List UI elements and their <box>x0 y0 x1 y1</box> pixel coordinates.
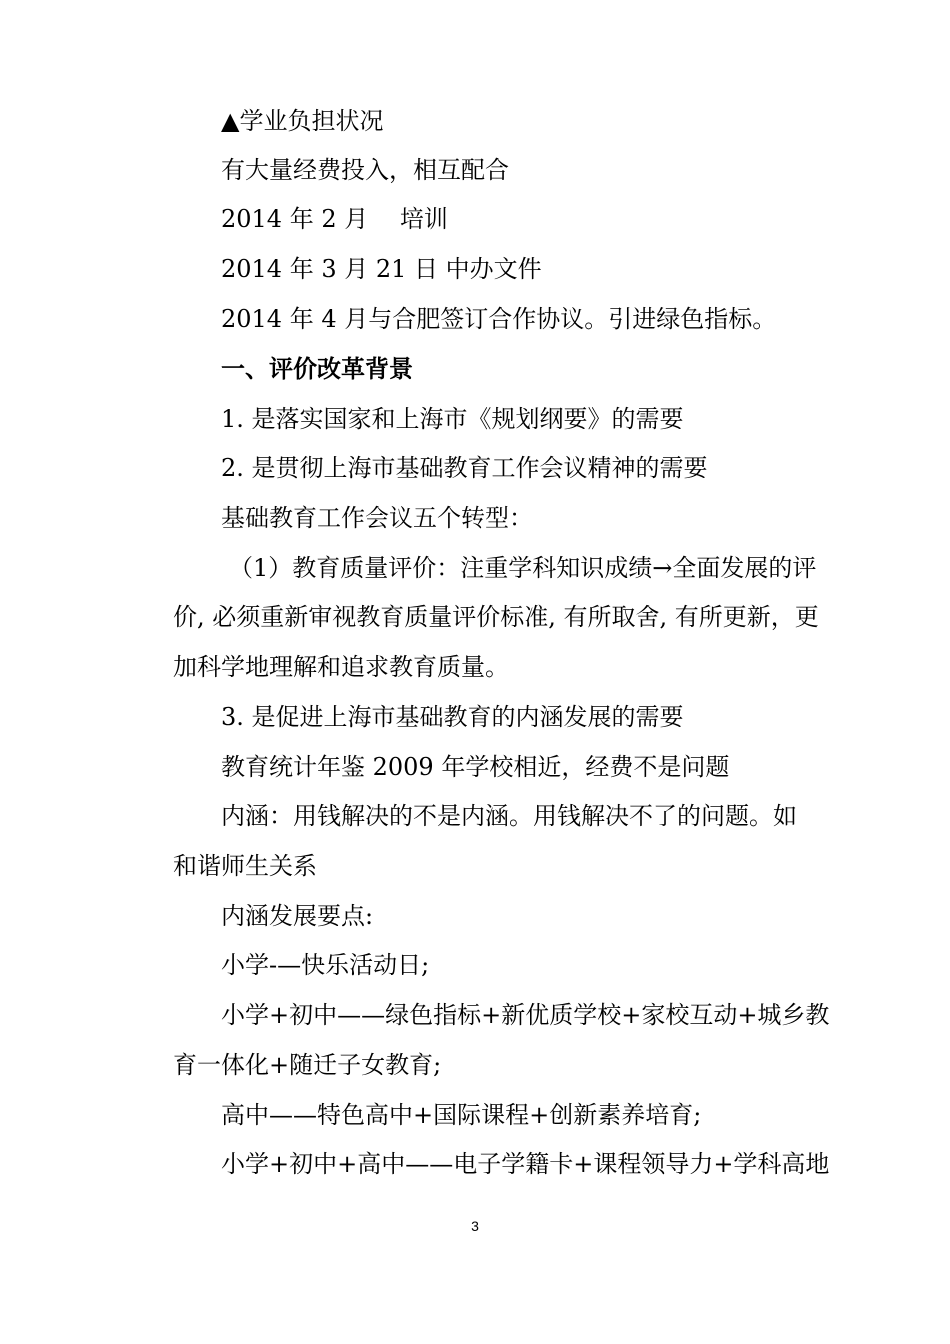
page-number: 3 <box>471 1218 479 1234</box>
text-line-2014-apr: 2014 年 4 月与合肥签订合作协议。引进绿色指标。 <box>221 305 777 333</box>
text-line-quality-eval-1: （1）教育质量评价：注重学科知识成绩→全面发展的评 <box>229 554 817 582</box>
text-line-connotation-1: 内涵：用钱解决的不是内涵。用钱解决不了的问题。如 <box>221 802 797 830</box>
text-line-primary: 小学-—快乐活动日; <box>221 951 430 979</box>
section-heading-background: 一、评价改革背景 <box>221 354 413 383</box>
text-line-all-levels: 小学+初中+高中——电子学籍卡+课程领导力+学科高地 <box>221 1150 830 1178</box>
text-line-connotation-2: 和谐师生关系 <box>173 852 317 880</box>
text-line-quality-eval-3: 加科学地理解和追求教育质量。 <box>173 653 509 681</box>
text-line-point-2: 2. 是贯彻上海市基础教育工作会议精神的需要 <box>221 454 708 482</box>
text-line-senior: 高中——特色高中+国际课程+创新素养培育; <box>221 1101 702 1129</box>
text-line-point-3: 3. 是促进上海市基础教育的内涵发展的需要 <box>221 703 684 731</box>
text-line-primary-junior-1: 小学+初中——绿色指标+新优质学校+家校互动+城乡教 <box>221 1001 830 1029</box>
text-line-primary-junior-2: 育一体化+随迁子女教育; <box>173 1051 442 1079</box>
text-line-burden: ▲学业负担状况 <box>221 107 384 135</box>
text-line-point-1: 1. 是落实国家和上海市《规划纲要》的需要 <box>221 405 684 433</box>
text-line-2014-mar: 2014 年 3 月 21 日 中办文件 <box>221 255 542 283</box>
text-line-quality-eval-2: 价, 必须重新审视教育质量评价标准, 有所取舍, 有所更新，更 <box>173 603 819 631</box>
text-line-five-transitions: 基础教育工作会议五个转型： <box>221 504 533 532</box>
text-line-yearbook: 教育统计年鉴 2009 年学校相近，经费不是问题 <box>221 753 730 781</box>
text-line-2014-feb: 2014 年 2 月 培训 <box>221 205 448 233</box>
text-line-funding: 有大量经费投入，相互配合 <box>221 156 509 184</box>
text-line-development-points: 内涵发展要点: <box>221 902 374 930</box>
